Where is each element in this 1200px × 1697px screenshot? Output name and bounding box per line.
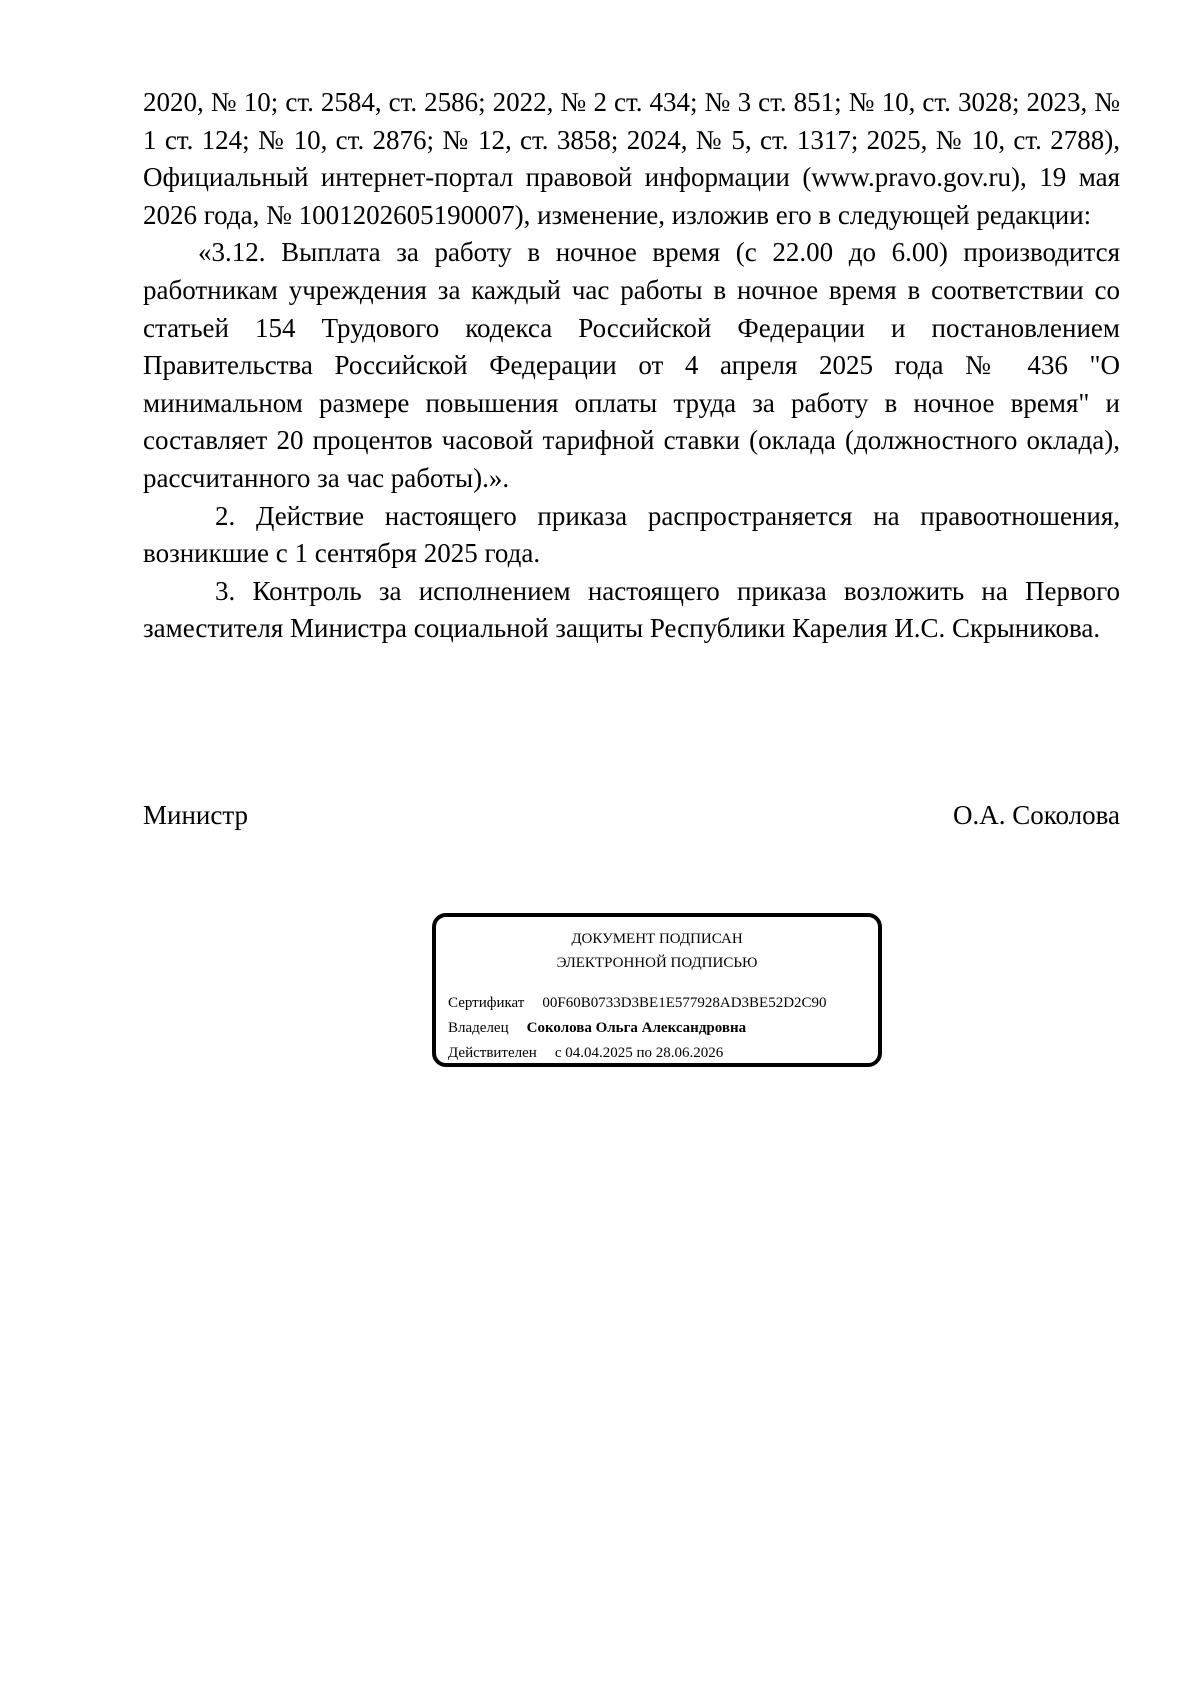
paragraph-quoted-clause: «3.12. Выплата за работу в ночное время (с 22.00 до 6.00) производится работникам учреждения за каждый час работы в ночное время в соответствии со статьей 154 Трудового кодекса Российской Федерации и постановлением Правительства Российской Федерации от 4 апреля 2025 года № 436 "О минимальном размере повышения оплаты труда за работу в ночное время" и составляет 20 процентов часовой тарифной ставки (оклада (должностного оклада), рассчитанного за час работы).». xyxy=(143,237,1120,493)
certificate-value: 00F60B0733D3BE1E577928AD3BE52D2C90 xyxy=(542,995,827,1011)
stamp-title-line-1: ДОКУМЕНТ ПОДПИСАН xyxy=(571,931,743,947)
signature-row xyxy=(143,795,1120,835)
stamp-certificate-row xyxy=(448,993,827,1013)
stamp-title-line-2: ЭЛЕКТРОННОЙ ПОДПИСЬЮ xyxy=(556,955,758,971)
signer-role: Министр xyxy=(143,800,248,830)
electronic-signature-stamp xyxy=(432,913,882,1067)
stamp-validity-row xyxy=(448,1043,723,1063)
paragraph-item-3: 3. Контроль за исполнением настоящего приказа возложить на Первого заместителя Министра социальной защиты Республики Карелия И.С. Скрыникова. xyxy=(143,575,1120,644)
owner-label: Владелец xyxy=(448,1020,509,1036)
certificate-label: Сертификат xyxy=(448,995,525,1011)
document-body xyxy=(143,84,1120,648)
stamp-title xyxy=(436,927,878,975)
paragraph-continuation: 2020, № 10; ст. 2584, ст. 2586; 2022, № 2 ст. 434; № 3 ст. 851; № 10, ст. 3028; 2023, № 1 ст. 124; № 10, ст. 2876; № 12, ст. 3858; 2024, № 5, ст. 1317; 2025, № 10, ст. 2788), Официальный интернет-портал правовой информации (www.pravo.gov.ru), 19 мая 2026 года, № 1001202605190007), изменение, изложив его в следующей редакции: xyxy=(143,87,1120,230)
owner-value: Соколова Ольга Александровна xyxy=(526,1020,747,1036)
paragraph-item-2: 2. Действие настоящего приказа распространяется на правоотношения, возникшие с 1 сентября 2025 года. xyxy=(143,500,1120,569)
validity-value: с 04.04.2025 по 28.06.2026 xyxy=(554,1045,724,1061)
signer-name: О.А. Соколова xyxy=(953,800,1120,830)
validity-label: Действителен xyxy=(448,1045,537,1061)
stamp-owner-row xyxy=(448,1018,746,1038)
